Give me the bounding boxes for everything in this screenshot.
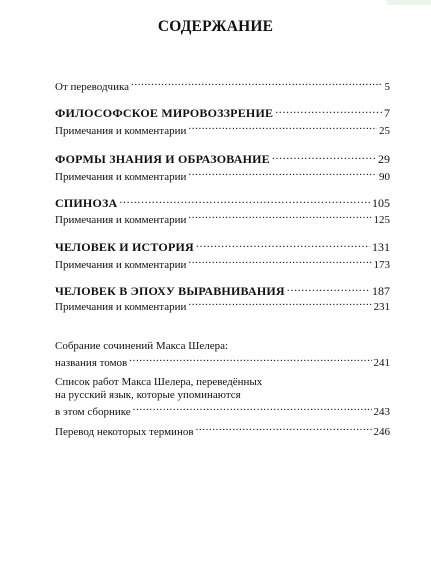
toc-appendix-works-list[interactable] [55, 402, 390, 419]
toc-entry-page: 231 [373, 301, 390, 313]
toc-entry-page: 131 [372, 240, 390, 254]
toc-entry-man-and-history[interactable] [55, 238, 390, 254]
toc-entry-notes[interactable] [55, 121, 390, 138]
dot-leader [188, 121, 377, 134]
dot-leader [129, 353, 371, 366]
toc-entry-label: в этом сборнике [55, 406, 131, 418]
toc-entry-translator[interactable] [55, 77, 390, 94]
toc-entry-page: 173 [373, 259, 390, 271]
toc-entry-page: 187 [372, 284, 390, 298]
toc-entry-page: 241 [373, 357, 390, 369]
dot-leader [196, 238, 370, 251]
toc-entry-notes[interactable] [55, 255, 390, 272]
toc-entry-philosophical-worldview[interactable] [55, 104, 390, 120]
toc-appendix-terms[interactable] [55, 422, 390, 439]
toc-entry-label: От переводчика [55, 81, 130, 93]
toc-entry-label: ЧЕЛОВЕК В ЭПОХУ ВЫРАВНИВАНИЯ [55, 284, 285, 298]
dot-leader [131, 77, 382, 90]
page-title: СОДЕРЖАНИЕ [157, 18, 274, 35]
dot-leader [275, 104, 382, 117]
dot-leader [272, 150, 376, 163]
toc-entry-label: Примечания и комментарии [55, 171, 187, 183]
toc-entry-notes[interactable] [55, 297, 390, 314]
toc-appendix-collected-works[interactable] [55, 353, 390, 370]
toc-appendix-works-list-line: Список работ Макса Шелера, переведённых [55, 376, 263, 388]
toc-entry-page: 246 [373, 426, 390, 438]
dot-leader [188, 167, 377, 180]
dot-leader [196, 422, 372, 435]
toc-entry-label: Примечания и комментарии [55, 125, 187, 137]
toc-entry-page: 105 [372, 196, 390, 210]
toc-entry-label: Примечания и комментарии [55, 301, 187, 313]
toc-entry-page: 125 [373, 214, 390, 226]
toc-entry-notes[interactable] [55, 167, 390, 184]
toc-entry-label: ФИЛОСОФСКОЕ МИРОВОЗЗРЕНИЕ [55, 106, 274, 120]
toc-entry-label: ЧЕЛОВЕК И ИСТОРИЯ [55, 240, 194, 254]
toc-entry-page: 5 [384, 81, 390, 93]
toc-entry-label: ФОРМЫ ЗНАНИЯ И ОБРАЗОВАНИЕ [55, 152, 270, 166]
corner-mark [387, 0, 431, 5]
toc-entry-page: 29 [378, 152, 390, 166]
toc-entry-spinoza[interactable] [55, 194, 390, 210]
toc-entry-page: 243 [373, 406, 390, 418]
toc-entry-age-of-equalization[interactable] [55, 282, 390, 298]
dot-leader [133, 402, 372, 415]
toc-entry-label: СПИНОЗА [55, 196, 118, 210]
dot-leader [188, 210, 371, 223]
toc-entry-notes[interactable] [55, 210, 390, 227]
toc-entry-page: 7 [384, 106, 390, 120]
toc-entry-label: Перевод некоторых терминов [55, 426, 194, 438]
dot-leader [119, 194, 370, 207]
toc-entry-page: 90 [379, 171, 390, 183]
toc-entry-page: 25 [379, 125, 390, 137]
toc-entry-label: названия томов [55, 357, 128, 369]
toc-appendix-collected-works-line: Собрание сочинений Макса Шелера: [55, 340, 229, 352]
toc-entry-label: Примечания и комментарии [55, 214, 187, 226]
toc-appendix-works-list-line: на русский язык, которые упоминаются [55, 389, 241, 401]
dot-leader [188, 297, 371, 310]
toc-entry-label: Примечания и комментарии [55, 259, 187, 271]
toc-entry-forms-of-knowledge[interactable] [55, 150, 390, 166]
dot-leader [188, 255, 371, 268]
dot-leader [287, 282, 370, 295]
